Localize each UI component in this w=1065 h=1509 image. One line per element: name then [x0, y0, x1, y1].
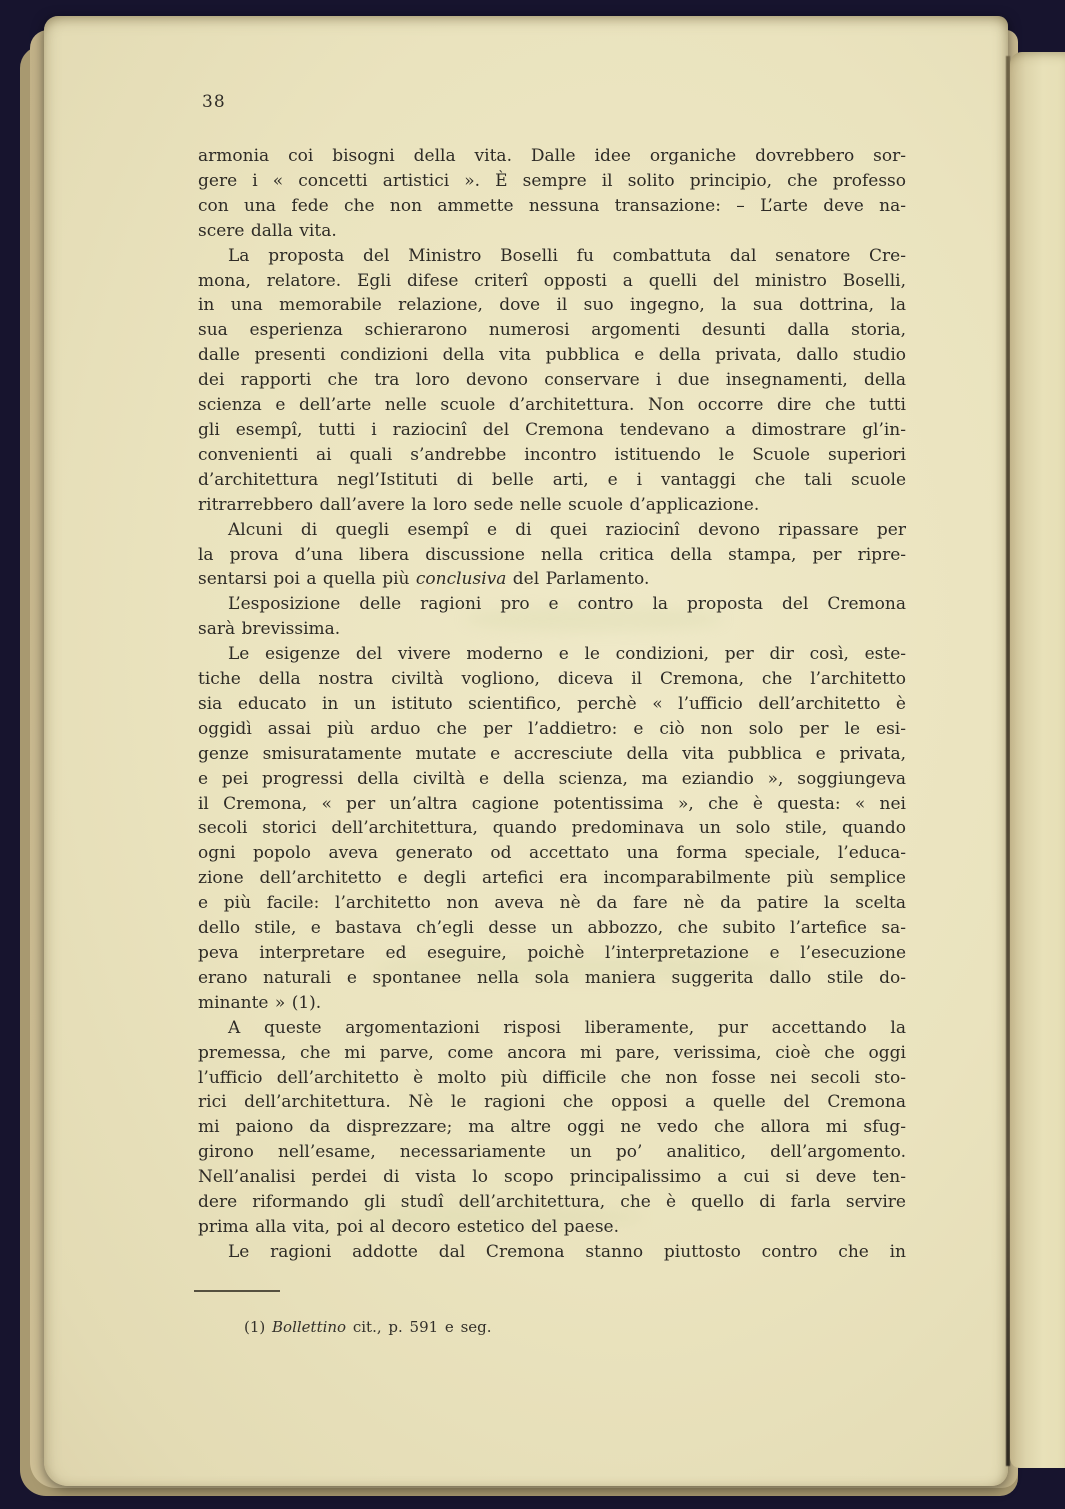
text-segment: dalle presenti condizioni della vita pubblica e della privata, dallo studio: [198, 345, 906, 366]
text-segment: scienza e dell’arte nelle scuole d’architettura. Non occorre dire che tutti: [198, 395, 906, 416]
text-line: [198, 468, 906, 493]
text-line: [198, 617, 906, 642]
text-segment: Alcuni di quegli esempî e di quei raziocinî devono ripassare per: [228, 519, 906, 540]
text-segment: (1): [244, 1318, 273, 1336]
text-segment: mona, relatore. Egli difese criterî opposti a quelli del ministro Boselli,: [198, 270, 906, 291]
text-line: [198, 642, 906, 667]
text-segment: sia educato in un istituto scientifico, perchè « l’ufficio dell’architetto è: [198, 693, 906, 714]
text-line: [198, 194, 906, 219]
text-line: [198, 1190, 906, 1215]
text-line: [198, 343, 906, 368]
text-line: [198, 318, 906, 343]
footnote-separator: [194, 1290, 280, 1292]
text-segment: scere dalla vita.: [198, 220, 337, 241]
italic-text: conclusiva: [415, 569, 507, 590]
text-line: [198, 368, 906, 393]
text-segment: minante » (1).: [198, 992, 322, 1013]
text-segment: d’architettura negl’Istituti di belle arti, e i vantaggi che tali scuole: [198, 469, 906, 490]
text-line: [198, 667, 906, 692]
text-line: [198, 866, 906, 891]
text-line: [198, 293, 906, 318]
text-segment: rici dell’architettura. Nè le ragioni che opposi a quelle del Cremona: [198, 1092, 906, 1113]
text-line: [198, 792, 906, 817]
text-segment: armonia coi bisogni della vita. Dalle idee organiche dovrebbero sor-: [198, 146, 906, 166]
italic-text: Bollettino: [272, 1318, 347, 1336]
text-line: [198, 518, 906, 543]
text-segment: ritrarrebbero dall’avere la loro sede nelle scuole d’applicazione.: [198, 494, 760, 515]
text-segment: L’esposizione delle ragioni pro e contro la proposta del Cremona: [228, 594, 906, 615]
text-line: [198, 891, 906, 916]
page-number: 38: [202, 92, 226, 112]
text-line: [198, 269, 906, 294]
text-segment: convenienti ai quali s’andrebbe incontro istituendo le Scuole superiori: [198, 444, 906, 465]
text-segment: oggidì assai più arduo che per l’addietro: e ciò non solo per le esi-: [198, 718, 906, 739]
text-segment: gere i « concetti artistici ». È sempre il solito principio, che professo: [198, 170, 906, 191]
text-line: [198, 219, 906, 244]
text-line: [198, 1016, 906, 1041]
text-segment: con una fede che non ammette nessuna transazione: – L’arte deve na-: [198, 195, 906, 216]
text-line: [198, 841, 906, 866]
text-segment: Le esigenze del vivere moderno e le condizioni, per dir così, este-: [228, 644, 906, 665]
text-line: [198, 916, 906, 941]
text-line: [198, 1066, 906, 1091]
text-segment: Le ragioni addotte dal Cremona stanno piuttosto contro che in: [228, 1241, 906, 1262]
text-segment: sua esperienza schierarono numerosi argomenti desunti dalla storia,: [198, 320, 906, 341]
text-line: [198, 941, 906, 966]
text-segment: la prova d’una libera discussione nella critica della stampa, per ripre-: [198, 544, 906, 565]
footnote: [244, 1318, 492, 1336]
text-segment: mi paiono da disprezzare; ma altre oggi ne vedo che allora mi sfug-: [198, 1117, 906, 1138]
text-segment: premessa, che mi parve, come ancora mi pare, verissima, cioè che oggi: [198, 1042, 906, 1063]
text-segment: peva interpretare ed eseguire, poichè l’interpretazione e l’esecuzione: [198, 943, 906, 963]
text-line: [198, 966, 906, 991]
book-page: [44, 16, 1008, 1486]
text-line: [198, 169, 906, 194]
text-line: [198, 1090, 906, 1115]
text-segment: gli esempî, tutti i raziocinî del Cremona tendevano a dimostrare gl’in-: [198, 419, 906, 440]
text-segment: il Cremona, « per un’altra cagione potentissima », che è questa: « nei: [198, 793, 906, 814]
text-line: [198, 742, 906, 767]
text-segment: dei rapporti che tra loro devono conservare i due insegnamenti, della: [198, 370, 906, 391]
text-segment: dere riformando gli studî dell’architettura, che è quello di farla servire: [198, 1192, 906, 1213]
text-segment: dello stile, e bastava ch’egli desse un abbozzo, che subito l’artefice sa-: [198, 918, 906, 939]
text-line: [198, 692, 906, 717]
text-segment: e pei progressi della civiltà e della scienza, ma eziandio », soggiungeva: [198, 768, 906, 789]
text-line: [198, 418, 906, 443]
text-line: [198, 592, 906, 617]
text-segment: cit., p. 591 e seg.: [346, 1318, 492, 1336]
text-line: [198, 1041, 906, 1066]
text-line: [198, 991, 906, 1016]
text-segment: Nell’analisi perdei di vista lo scopo principalissimo a cui si deve ten-: [198, 1167, 906, 1188]
text-line: [198, 144, 906, 169]
text-segment: prima alla vita, poi al decoro estetico del paese.: [198, 1216, 620, 1237]
text-segment: girono nell’esame, necessariamente un po’ analitico, dell’argomento.: [198, 1142, 906, 1163]
text-line: [198, 443, 906, 468]
text-line: [198, 767, 906, 792]
text-segment: genze smisuratamente mutate e accresciute della vita pubblica e privata,: [198, 743, 906, 764]
text-segment: l’ufficio dell’architetto è molto più difficile che non fosse nei secoli sto-: [198, 1067, 906, 1088]
text-segment: del Parlamento.: [506, 569, 650, 590]
text-line: [198, 1165, 906, 1190]
text-segment: tiche della nostra civiltà vogliono, diceva il Cremona, che l’architetto: [198, 669, 906, 690]
body-text: [198, 144, 906, 1265]
text-line: [198, 493, 906, 518]
text-segment: in una memorabile relazione, dove il suo ingegno, la sua dottrina, la: [198, 295, 906, 316]
text-line: [198, 244, 906, 269]
text-line: [198, 717, 906, 742]
text-segment: secoli storici dell’architettura, quando predominava un solo stile, quando: [198, 818, 906, 839]
text-segment: A queste argomentazioni risposi liberamente, pur accettando la: [228, 1017, 906, 1038]
text-line: [198, 393, 906, 418]
text-segment: zione dell’architetto e degli artefici era incomparabilmente più semplice: [198, 868, 906, 889]
text-line: [198, 1240, 906, 1265]
text-line: [198, 567, 906, 592]
text-segment: ogni popolo aveva generato od accettato una forma speciale, l’educa-: [198, 843, 906, 864]
text-segment: La proposta del Ministro Boselli fu combattuta dal senatore Cre-: [228, 245, 906, 266]
text-line: [198, 816, 906, 841]
text-line: [198, 543, 906, 568]
text-segment: erano naturali e spontanee nella sola maniera suggerita dallo stile do-: [198, 967, 906, 988]
adjacent-page-edge: [1010, 52, 1065, 1468]
text-segment: sentarsi poi a quella più: [198, 569, 416, 590]
text-line: [198, 1115, 906, 1140]
text-line: [198, 1140, 906, 1165]
text-line: [198, 1215, 906, 1240]
text-segment: sarà brevissima.: [198, 619, 341, 640]
text-segment: e più facile: l’architetto non aveva nè da fare nè da patire la scelta: [198, 893, 906, 914]
